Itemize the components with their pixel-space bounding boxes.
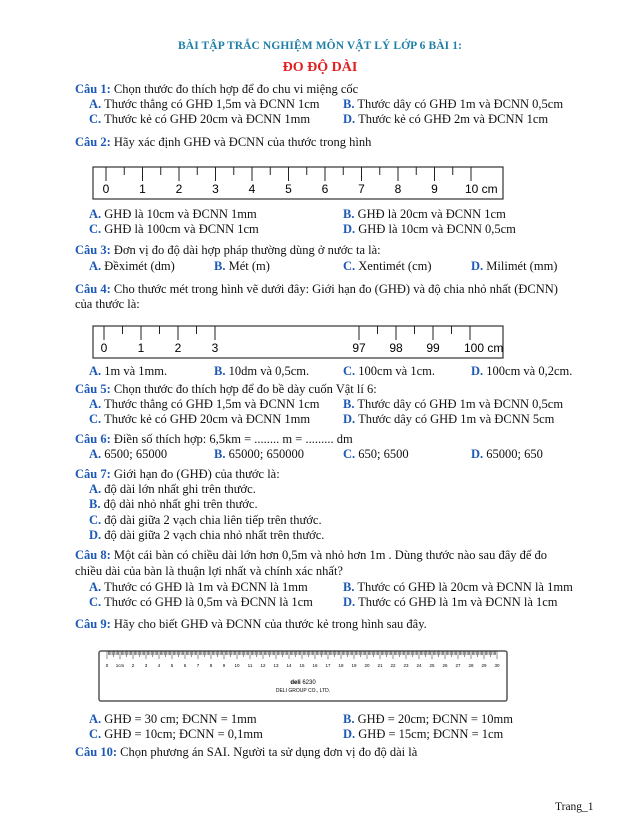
- option-c: C. độ dài giữa 2 vạch chia liên tiếp trên thước.: [89, 513, 322, 527]
- ruler-label: 2: [174, 341, 182, 355]
- ruler-label: 1: [139, 182, 146, 196]
- option-a: A. độ dài lớn nhất ghi trên thước.: [89, 482, 256, 496]
- ruler-label: 8: [394, 182, 402, 196]
- option-d: D. Thước có GHĐ là 1m và ĐCNN là 1cm: [343, 595, 558, 609]
- ruler-label: 13: [273, 663, 279, 668]
- ruler-label: 19: [351, 663, 357, 668]
- ruler-label: 24: [416, 663, 422, 668]
- option-d: D. Milimét (mm): [471, 259, 558, 273]
- ruler-label: 9: [222, 663, 226, 668]
- ruler-label: 100 cm: [464, 341, 504, 355]
- option-c: C. Thước kẻ có GHĐ 20cm và ĐCNN 1mm: [89, 412, 311, 426]
- ruler-label: 3: [144, 663, 148, 668]
- ruler-label: 3: [212, 182, 219, 196]
- option-a: A. Thước có GHĐ là 1m và ĐCNN là 1mm: [89, 580, 308, 594]
- option-a: A. 1m và 1mm.: [89, 364, 168, 378]
- ruler-label: 20: [364, 663, 370, 668]
- ruler-label: 7: [358, 182, 365, 196]
- ruler-label: 4: [157, 663, 161, 668]
- question-8-cont: chiều dài của bàn là thuận lợi nhất và chính xác nhất?: [75, 564, 343, 578]
- option-c: C. Xentimét (cm): [343, 259, 432, 273]
- option-c: C. Thước có GHĐ là 0,5m và ĐCNN là 1cm: [89, 595, 313, 609]
- ruler-label: 7: [196, 663, 200, 668]
- ruler-30cm-photo: [98, 650, 508, 702]
- ruler-label: 11: [247, 663, 253, 668]
- ruler-label: 25: [429, 663, 435, 668]
- option-d: D. Thước dây có GHĐ 1m và ĐCNN 5cm: [343, 412, 555, 426]
- ruler-label: 28: [468, 663, 474, 668]
- ruler-label: 30: [494, 663, 500, 668]
- ruler-label: 0: [102, 182, 110, 196]
- option-c: C. 100cm và 1cm.: [343, 364, 435, 378]
- option-c: C. GHĐ là 100cm và ĐCNN 1cm: [89, 222, 259, 236]
- question-1: [75, 82, 358, 97]
- ruler-label: 21: [377, 663, 383, 668]
- ruler-label: 1cm: [115, 663, 125, 668]
- question-2: Câu 2: Hãy xác định GHĐ và ĐCNN của thước trong hình: [75, 135, 372, 149]
- ruler-label: 1: [137, 341, 145, 355]
- ruler-label: 2: [175, 182, 183, 196]
- option-b: B. Thước dây có GHĐ 1m và ĐCNN 0,5cm: [343, 97, 564, 111]
- ruler-company: DELI GROUP CO., LTD.: [275, 688, 331, 694]
- option-d: D. 65000; 650: [471, 447, 543, 461]
- ruler-label: 16: [312, 663, 318, 668]
- ruler-label: 5: [285, 182, 292, 196]
- option-d: D. Thước kẻ có GHĐ 2m và ĐCNN 1cm: [343, 112, 549, 126]
- ruler-label: 2: [131, 663, 135, 668]
- page-number: Trang_1: [555, 801, 594, 813]
- ruler-label: 3: [211, 341, 219, 355]
- option-d: D. độ dài giữa 2 vạch chia nhỏ nhất trên thước.: [89, 528, 325, 542]
- option-b: B. Mét (m): [214, 259, 270, 273]
- ruler-label: 5: [170, 663, 174, 668]
- question-6: Câu 6: Điền số thích hợp: 6,5km = ........ m = ......... dm: [75, 432, 353, 446]
- option-b: B. GHĐ là 20cm và ĐCNN 1cm: [343, 207, 506, 221]
- question-4: Câu 4: Cho thước mét trong hình vẽ dưới đây: Giới hạn đo (GHĐ) và độ chia nhỏ nhất (ĐCNN): [75, 282, 558, 296]
- option-a: A. 6500; 65000: [89, 447, 168, 461]
- option-b: B. độ dài nhỏ nhất ghi trên thước.: [89, 497, 258, 511]
- option-d: D. 100cm và 0,2cm.: [471, 364, 573, 378]
- ruler-label: 6: [183, 663, 187, 668]
- ruler-body: [93, 326, 503, 358]
- ruler-label: 4: [248, 182, 256, 196]
- question-9: Câu 9: Hãy cho biết GHĐ và ĐCNN của thước kẻ trong hình sau đây.: [75, 617, 427, 631]
- question-8: Câu 8: Một cái bàn có chiều dài lớn hơn 0,5m và nhỏ hơn 1m . Dùng thước nào sau đây để đo: [75, 548, 548, 562]
- question-text: Chọn thước đo thích hợp để đo chu vi miệng cốc: [113, 82, 359, 96]
- option-a: A. Thước thẳng có GHĐ 1,5m và ĐCNN 1cm: [89, 397, 320, 411]
- ruler-label: 17: [325, 663, 331, 668]
- ruler-label: 14: [286, 663, 292, 668]
- question-7: Câu 7: Giới hạn đo (GHĐ) của thước là:: [75, 467, 280, 481]
- question-label: Câu 1:: [75, 82, 111, 96]
- ruler-label: 23: [403, 663, 409, 668]
- option-a: A. GHĐ = 30 cm; ĐCNN = 1mm: [89, 712, 257, 726]
- ruler-label: 26: [442, 663, 448, 668]
- question-10: Câu 10: Chọn phương án SAI. Người ta sử dụng đơn vị đo độ dài là: [75, 745, 418, 759]
- option-b: B. 65000; 650000: [214, 447, 304, 461]
- ruler-label: 22: [390, 663, 396, 668]
- worksheet-title: BÀI TẬP TRẮC NGHIỆM MÔN VẬT LÝ LỚP 6 BÀI 1:: [178, 40, 462, 52]
- ruler-label: 0: [105, 663, 109, 668]
- option-d: D. GHĐ là 10cm và ĐCNN 0,5cm: [343, 222, 516, 236]
- ruler-label: 9: [431, 182, 438, 196]
- ruler-brand: deli 6230: [290, 680, 316, 686]
- option-b: B. Thước dây có GHĐ 1m và ĐCNN 0,5cm: [343, 397, 564, 411]
- option-b: B. GHĐ = 20cm; ĐCNN = 10mm: [343, 712, 514, 726]
- question-3: Câu 3: Đơn vị đo độ dài hợp pháp thường dùng ở nước ta là:: [75, 243, 381, 257]
- ruler-label: 18: [338, 663, 344, 668]
- option-a: A. Đềximét (dm): [89, 259, 175, 273]
- option-a: A. GHĐ là 10cm và ĐCNN 1mm: [89, 207, 257, 221]
- ruler-label: 97: [352, 341, 366, 355]
- ruler-10cm: [92, 166, 504, 200]
- ruler-100cm: [92, 325, 504, 359]
- ruler-label: 15: [299, 663, 305, 668]
- option-b: B. Thước có GHĐ là 20cm và ĐCNN là 1mm: [343, 580, 573, 594]
- ruler-label: 8: [209, 663, 213, 668]
- option-b: B. 10dm và 0,5cm.: [214, 364, 310, 378]
- ruler-body: [93, 167, 503, 199]
- ruler-label: 27: [455, 663, 461, 668]
- question-5: Câu 5: Chọn thước đo thích hợp để đo bề dày cuốn Vật lí 6:: [75, 382, 377, 396]
- ruler-label: 10: [234, 663, 240, 668]
- ruler-label: 99: [426, 341, 440, 355]
- option-c: C. GHĐ = 10cm; ĐCNN = 0,1mm: [89, 727, 263, 741]
- ruler-label: 6: [321, 182, 329, 196]
- option-c: C. 650; 6500: [343, 447, 409, 461]
- ruler-label: 0: [100, 341, 108, 355]
- ruler-label: 98: [389, 341, 403, 355]
- option-c: C. Thước kẻ có GHĐ 20cm và ĐCNN 1mm: [89, 112, 311, 126]
- worksheet-subtitle: ĐO ĐỘ DÀI: [282, 60, 358, 75]
- option-a: A. Thước thẳng có GHĐ 1,5m và ĐCNN 1cm: [89, 97, 320, 111]
- ruler-label: 10 cm: [465, 182, 498, 196]
- ruler-label: 12: [260, 663, 266, 668]
- option-d: D. GHĐ = 15cm; ĐCNN = 1cm: [343, 727, 504, 741]
- question-4-cont: của thước là:: [75, 297, 140, 311]
- ruler-label: 29: [481, 663, 487, 668]
